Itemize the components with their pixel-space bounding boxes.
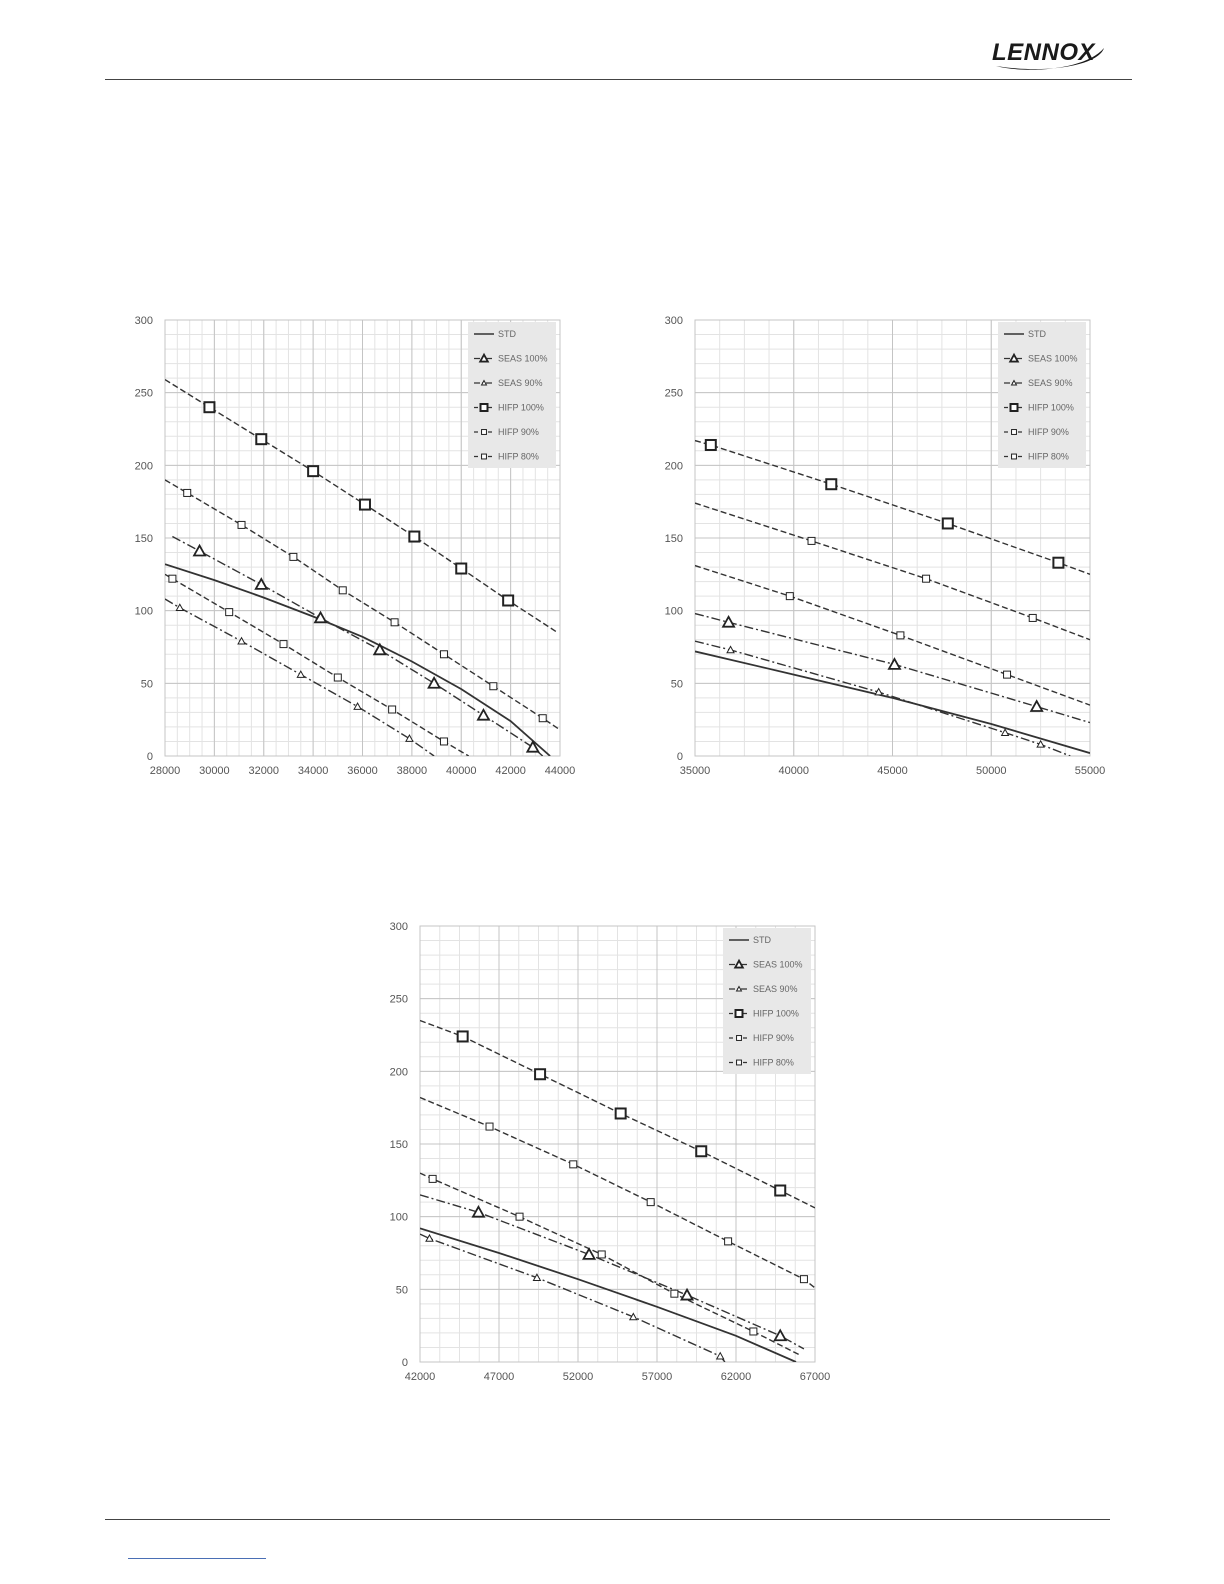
square-marker [409, 532, 419, 542]
square-marker [750, 1328, 757, 1335]
square-marker [280, 641, 287, 648]
square-marker [458, 1031, 468, 1041]
y-tick-label: 0 [146, 751, 153, 763]
square-marker [737, 1036, 742, 1041]
square-marker [535, 1069, 545, 1079]
y-tick-label: 300 [664, 315, 683, 327]
y-tick-label: 250 [134, 387, 153, 400]
y-tick-label: 150 [664, 533, 683, 545]
legend-label: SEAS 90% [498, 378, 543, 388]
y-tick-label: 50 [670, 678, 683, 691]
legend-label: HIFP 90% [753, 1033, 794, 1043]
legend-box [468, 322, 556, 468]
x-tick-label: 36000 [347, 765, 378, 777]
square-marker [737, 1060, 742, 1065]
square-marker [169, 575, 176, 582]
square-marker [503, 595, 513, 605]
legend-box [998, 322, 1086, 468]
legend-label: HIFP 100% [753, 1008, 799, 1019]
square-marker [481, 404, 488, 411]
y-tick-label: 50 [395, 1284, 408, 1297]
x-tick-label: 35000 [679, 765, 711, 777]
x-tick-label: 44000 [544, 765, 576, 777]
square-marker [598, 1251, 605, 1258]
square-marker [486, 1123, 493, 1130]
square-marker [736, 1010, 743, 1017]
square-marker [786, 593, 793, 600]
square-marker [570, 1161, 577, 1168]
y-tick-label: 250 [389, 993, 408, 1006]
square-marker [226, 609, 233, 616]
square-marker [923, 575, 930, 582]
x-tick-label: 47000 [483, 1371, 515, 1383]
square-marker [725, 1238, 732, 1245]
y-tick-label: 250 [664, 387, 683, 400]
x-tick-label: 40000 [445, 765, 477, 777]
x-tick-label: 32000 [248, 765, 280, 777]
y-tick-label: 300 [389, 921, 408, 933]
square-marker [696, 1146, 706, 1156]
square-marker [389, 706, 396, 713]
y-tick-label: 50 [140, 678, 153, 691]
square-marker [706, 440, 716, 450]
y-tick-label: 300 [134, 315, 153, 327]
square-marker [943, 518, 953, 528]
square-marker [516, 1213, 523, 1220]
y-tick-label: 200 [389, 1066, 408, 1079]
legend-label: SEAS 100% [753, 959, 803, 970]
lennox-logo [986, 36, 1110, 72]
square-marker [440, 651, 447, 658]
square-marker [616, 1108, 626, 1118]
y-tick-label: 100 [389, 1211, 408, 1224]
legend-label: HIFP 90% [498, 427, 539, 437]
legend-label: SEAS 90% [753, 984, 798, 994]
footer-divider [105, 1519, 1110, 1520]
square-marker [1029, 614, 1036, 621]
x-tick-label: 52000 [562, 1371, 594, 1383]
legend-label: SEAS 100% [1028, 353, 1078, 364]
square-marker [391, 619, 398, 626]
square-marker [826, 479, 836, 489]
square-marker [800, 1276, 807, 1283]
legend-label: HIFP 90% [1028, 427, 1069, 437]
y-tick-label: 0 [676, 751, 683, 763]
legend-label: STD [753, 935, 771, 945]
square-marker [808, 537, 815, 544]
header-divider [105, 79, 1132, 80]
legend-label: STD [1028, 329, 1046, 339]
legend-label: SEAS 100% [498, 353, 548, 364]
square-marker [429, 1175, 436, 1182]
square-marker [334, 674, 341, 681]
x-tick-label: 62000 [720, 1371, 752, 1383]
legend-label: HIFP 80% [1028, 451, 1069, 462]
legend-label: STD [498, 329, 516, 339]
square-marker [1012, 430, 1017, 435]
x-tick-label: 28000 [149, 765, 181, 777]
legend-label: HIFP 100% [1028, 402, 1074, 413]
square-marker [456, 564, 466, 574]
square-marker [1004, 671, 1011, 678]
chart-top-left [120, 308, 590, 790]
footer-link-underline[interactable] [128, 1558, 266, 1559]
y-tick-label: 150 [389, 1139, 408, 1151]
legend-label: HIFP 100% [498, 402, 544, 413]
square-marker [360, 500, 370, 510]
square-marker [290, 553, 297, 560]
square-marker [897, 632, 904, 639]
x-tick-label: 45000 [877, 765, 908, 777]
square-marker [184, 489, 191, 496]
x-tick-label: 42000 [404, 1371, 436, 1383]
square-marker [1053, 558, 1063, 568]
legend-label: SEAS 90% [1028, 378, 1073, 388]
x-tick-label: 55000 [1074, 765, 1106, 777]
y-tick-label: 200 [664, 460, 683, 473]
square-marker [339, 587, 346, 594]
x-tick-label: 38000 [396, 765, 428, 777]
x-tick-label: 42000 [495, 765, 526, 777]
square-marker [490, 683, 497, 690]
square-marker [440, 738, 447, 745]
legend-label: HIFP 80% [498, 451, 539, 462]
x-tick-label: 67000 [799, 1371, 831, 1383]
square-marker [671, 1290, 678, 1297]
chart-top-right [650, 308, 1120, 790]
square-marker [1012, 454, 1017, 459]
square-marker [1011, 404, 1018, 411]
x-tick-label: 34000 [297, 765, 329, 777]
square-marker [539, 715, 546, 722]
y-tick-label: 100 [664, 605, 683, 618]
y-tick-label: 200 [134, 460, 153, 473]
square-marker [308, 466, 318, 476]
x-tick-label: 50000 [975, 765, 1007, 777]
square-marker [256, 434, 266, 444]
chart-bottom [375, 914, 845, 1396]
x-tick-label: 57000 [641, 1371, 673, 1383]
square-marker [482, 430, 487, 435]
square-marker [775, 1186, 785, 1196]
x-tick-label: 30000 [199, 765, 230, 777]
y-tick-label: 100 [134, 605, 153, 618]
x-tick-label: 40000 [778, 765, 810, 777]
square-marker [647, 1199, 654, 1206]
square-marker [238, 521, 245, 528]
legend-label: HIFP 80% [753, 1057, 794, 1068]
square-marker [482, 454, 487, 459]
square-marker [204, 402, 214, 412]
y-tick-label: 0 [401, 1357, 408, 1369]
legend-box [723, 928, 811, 1074]
logo-text: LENNOX [992, 39, 1096, 66]
y-tick-label: 150 [134, 533, 153, 545]
